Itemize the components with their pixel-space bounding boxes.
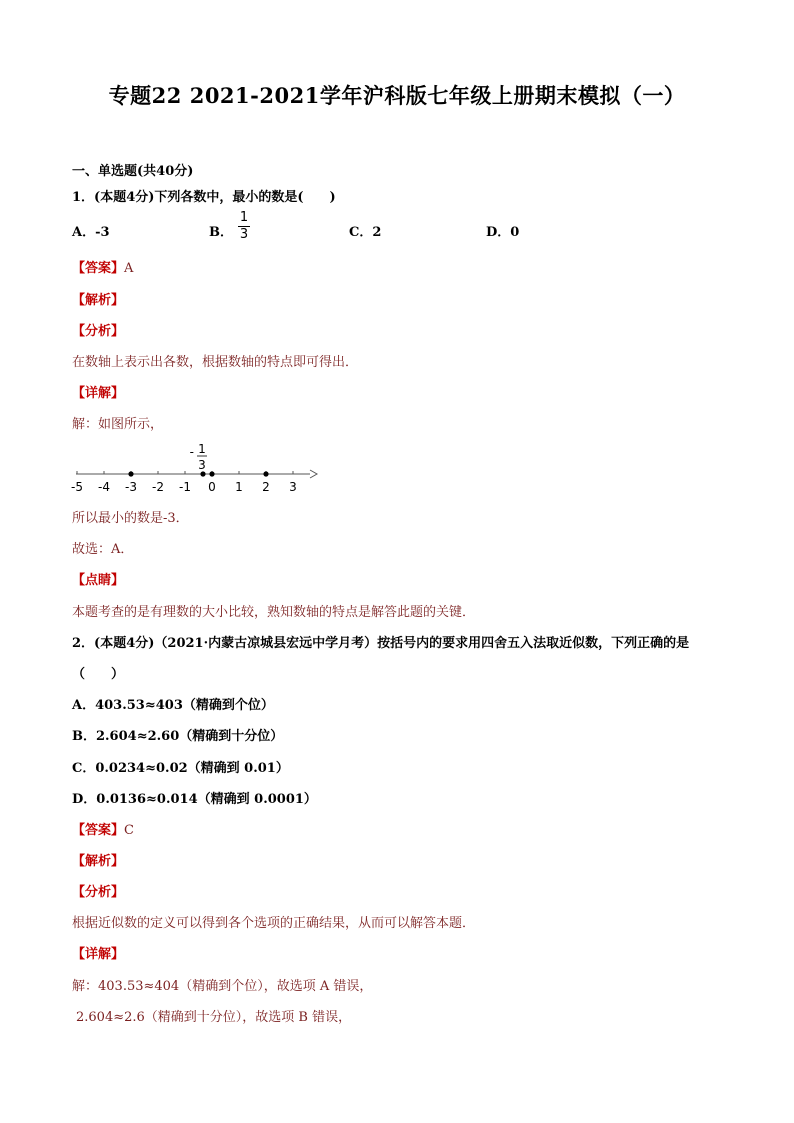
fraction-numerator: 1 [198, 442, 206, 456]
q2-answer [72, 819, 134, 838]
tick-label: 3 [289, 480, 297, 494]
q1-choice: 故选：A． [72, 542, 134, 557]
q1-stem: 1．(本题4分)下列各数中，最小的数是( ) [72, 190, 336, 205]
q2-detail-line-2: 2.604≈2.6（精确到十分位），故选项 B 错误， [76, 1010, 352, 1025]
q2-option-a: A．403.53≈403（精确到个位） [72, 698, 274, 713]
tick-label: -3 [125, 480, 137, 494]
tick-label: -4 [98, 480, 110, 494]
tick-label: -5 [71, 480, 83, 494]
tick-label: -2 [152, 480, 164, 494]
q2-option-b: B．2.604≈2.60（精确到十分位） [72, 729, 284, 744]
section-heading: 一、单选题(共40分) [72, 164, 194, 179]
q1-fenxi-text: 在数轴上表示出各数，根据数轴的特点即可得出． [72, 355, 359, 370]
q2-detail-tag: 【详解】 [72, 947, 125, 962]
answer-value: C [124, 823, 134, 838]
q2-analysis-tag: 【解析】 [72, 854, 125, 869]
tick-label: 0 [208, 480, 216, 494]
q1-detail-text: 解：如图所示， [72, 417, 164, 432]
number-line-figure [66, 440, 336, 496]
q2-fenxi-text: 根据近似数的定义可以得到各个选项的正确结果，从而可以解答本题． [72, 916, 476, 931]
fraction-minus-sign: - [189, 445, 194, 459]
q1-comment-text: 本题考查的是有理数的大小比较，熟知数轴的特点是解答此题的关键． [72, 605, 476, 620]
q2-fenxi-tag: 【分析】 [72, 885, 125, 900]
number-point [128, 471, 133, 476]
number-point [200, 471, 205, 476]
q1-answer [72, 257, 133, 276]
q1-comment-tag: 【点睛】 [72, 573, 125, 588]
page-title: 专题22 2021-2021学年沪科版七年级上册期末模拟（一） [108, 83, 686, 108]
q1-option-c: C．2 [349, 225, 382, 240]
answer-value: A [124, 261, 134, 276]
number-point [209, 471, 214, 476]
number-point [263, 471, 268, 476]
q1-conclusion: 所以最小的数是-3． [72, 511, 189, 526]
q1-fenxi-tag: 【分析】 [72, 324, 125, 339]
q2-option-c: C．0.0234≈0.02（精确到 0.01） [72, 761, 289, 776]
tick-label: 1 [235, 480, 243, 494]
q1-option-d: D．0 [486, 225, 520, 240]
q2-stem: 2．(本题4分)（2021·内蒙古凉城县宏远中学月考）按括号内的要求用四舍五入法取近似数，下列正确的是 [72, 636, 690, 651]
q2-stem-brackets: （ ） [72, 667, 125, 682]
q2-detail-line-1: 解：403.53≈404（精确到个位），故选项 A 错误， [72, 979, 373, 994]
q1-option-b-fraction [237, 211, 251, 242]
axis-arrow-icon [310, 470, 317, 478]
q1-detail-tag: 【详解】 [72, 386, 125, 401]
fraction-numerator: 1 [239, 210, 249, 225]
tick-label: -1 [179, 480, 191, 494]
fraction-denominator: 3 [239, 227, 249, 242]
q1-option-b-label: B． [209, 225, 233, 240]
tick-label: 2 [262, 480, 270, 494]
fraction-denominator: 3 [198, 458, 206, 472]
q1-analysis-tag: 【解析】 [72, 293, 125, 308]
answer-tag: 【答案】 [72, 823, 125, 838]
answer-tag: 【答案】 [72, 261, 125, 276]
q2-option-d: D．0.0136≈0.014（精确到 0.0001） [72, 792, 317, 807]
q1-option-a: A．-3 [72, 225, 110, 240]
